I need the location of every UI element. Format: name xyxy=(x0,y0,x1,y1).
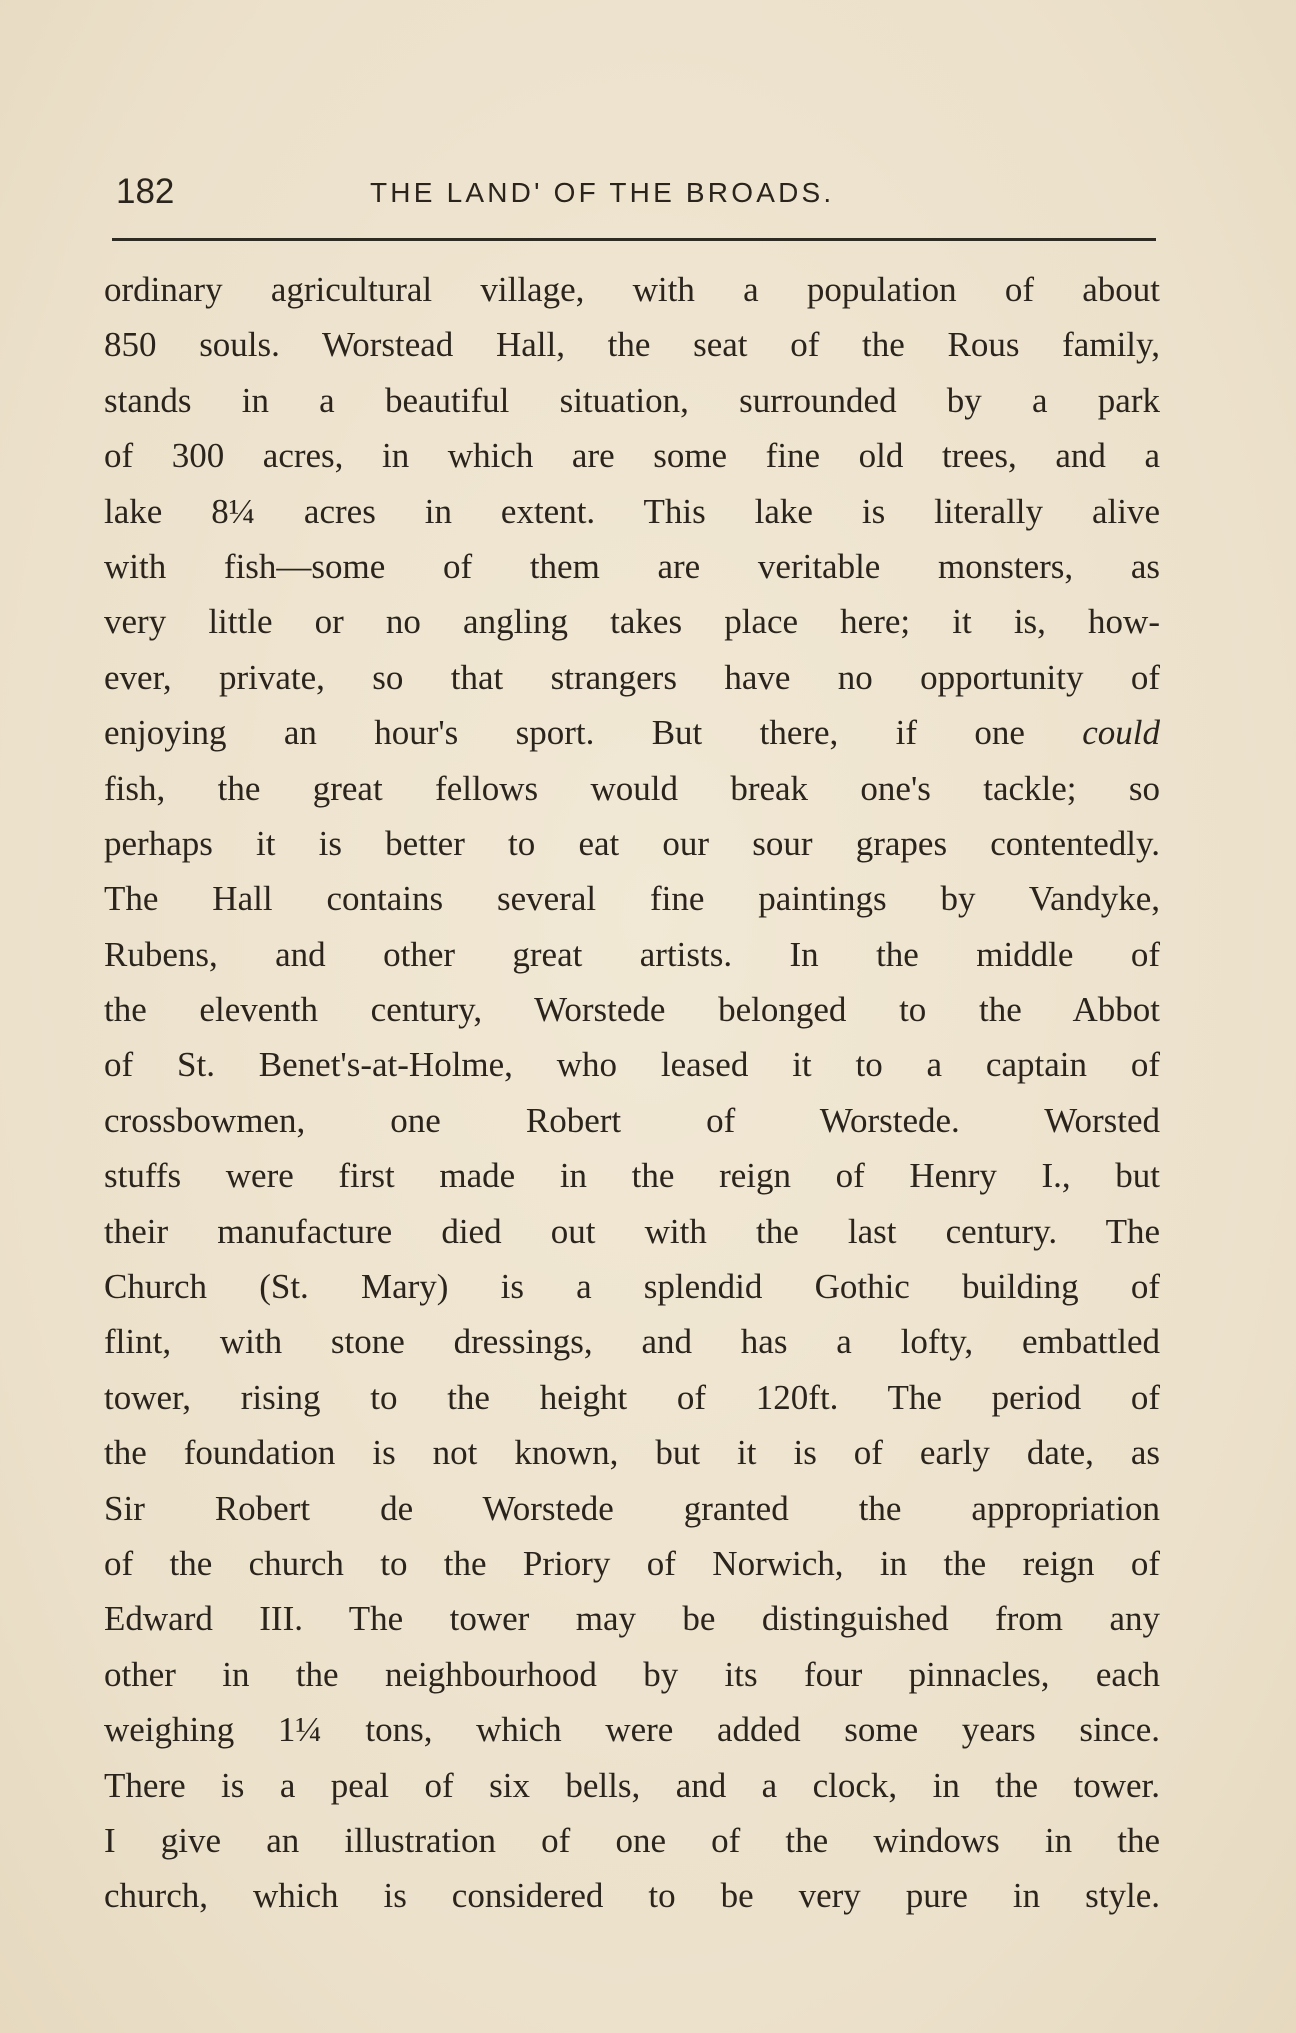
text-line: flint, with stone dressings, and has a lofty, embattled xyxy=(104,1322,1160,1362)
page-number: 182 xyxy=(116,172,175,211)
text-line: very little or no angling takes place here; it is, how- xyxy=(104,602,1160,642)
text-line: of the church to the Priory of Norwich, in the reign of xyxy=(104,1543,1160,1583)
text-line: ordinary agricultural village, with a population of about xyxy=(104,270,1160,309)
text-line: tower, rising to the height of 120ft. The period of xyxy=(104,1377,1160,1417)
text-line: Rubens, and other great artists. In the middle of xyxy=(104,934,1160,974)
text-line: 850 souls. Worstead Hall, the seat of the Rous family, xyxy=(104,325,1160,365)
text-line: fish, the great fellows would break one's tackle; so xyxy=(104,768,1160,808)
text-line: of 300 acres, in which are some fine old trees, and a xyxy=(104,436,1160,476)
running-title: THE LAND' OF THE BROADS. xyxy=(370,177,835,208)
text-line: weighing 1¼ tons, which were added some years since. xyxy=(104,1710,1160,1750)
text-line: ever, private, so that strangers have no opportunity of xyxy=(104,657,1160,697)
text-line: the eleventh century, Worstede belonged to the Abbot xyxy=(104,990,1160,1030)
text-line: lake 8¼ acres in extent. This lake is literally alive xyxy=(104,491,1160,531)
text-line: of St. Benet's-at-Holme, who leased it to a captain of xyxy=(104,1045,1160,1085)
text-line: Sir Robert de Worstede granted the appropriation xyxy=(104,1488,1160,1528)
text-line: I give an illustration of one of the windows in the xyxy=(104,1820,1160,1860)
text-line: stuffs were first made in the reign of Henry I., but xyxy=(104,1156,1160,1196)
text-line: their manufacture died out with the last century. The xyxy=(104,1211,1160,1251)
italic-word: could xyxy=(1082,713,1160,753)
text-line-lead: enjoying an hour's sport. But there, if one xyxy=(104,713,1025,753)
text-line: Edward III. The tower may be distinguished from any xyxy=(104,1599,1160,1639)
text-line: with fish—some of them are veritable monsters, as xyxy=(104,546,1160,586)
text-line: There is a peal of six bells, and a clock, in the tower. xyxy=(104,1765,1160,1805)
text-line: perhaps it is better to eat our sour grapes contentedly. xyxy=(104,823,1160,863)
text-line: other in the neighbourhood by its four pinnacles, each xyxy=(104,1654,1160,1694)
text-line: church, which is considered to be very pure in style. xyxy=(104,1876,1160,1916)
text-line: the foundation is not known, but it is of early date, as xyxy=(104,1433,1160,1473)
page-header xyxy=(116,172,1156,222)
header-rule xyxy=(112,238,1156,241)
text-line: stands in a beautiful situation, surrounded by a park xyxy=(104,380,1160,420)
text-line: Church (St. Mary) is a splendid Gothic building of xyxy=(104,1267,1160,1307)
text-line: crossbowmen, one Robert of Worstede. Worsted xyxy=(104,1100,1160,1140)
text-line-with-italic xyxy=(104,705,1160,760)
text-line: The Hall contains several fine paintings by Vandyke, xyxy=(104,879,1160,919)
body-text xyxy=(104,262,1160,1924)
